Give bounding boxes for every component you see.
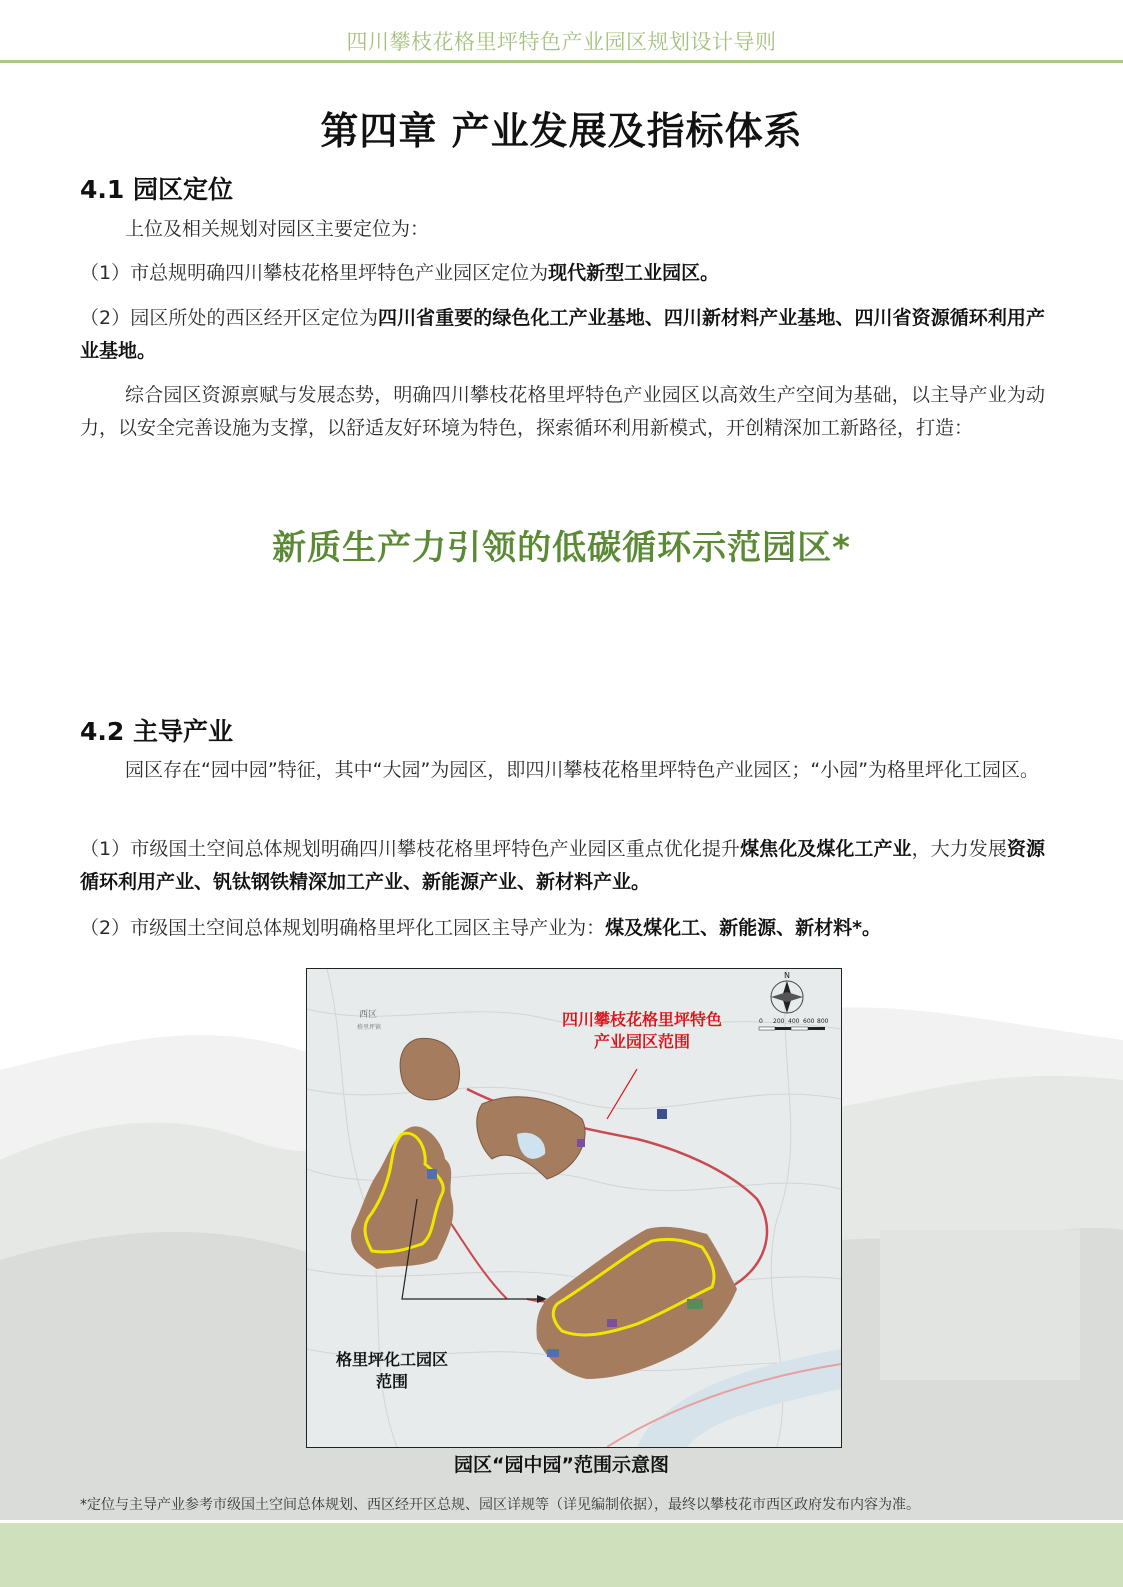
big-park-label: 四川攀枝花格里坪特色 产业园区范围 (561, 1010, 722, 1051)
scale-tick-600: 600 (803, 1018, 815, 1025)
section1-item2-text: （2）园区所处的西区经开区定位为 (80, 307, 379, 329)
section-heading-4-1: 4.1 园区定位 (80, 175, 233, 204)
scale-tick-0: 0 (759, 1018, 763, 1025)
section1-summary: 综合园区资源禀赋与发展态势，明确四川攀枝花格里坪特色产业园区以高效生产空间为基础，以主导产业为动力，以安全完善设施为支撑，以舒适友好环境为特色，探索循环利用新模式，开创精深加工新路径，打造： (80, 384, 1045, 439)
section1-intro: 上位及相关规划对园区主要定位为： (125, 218, 430, 240)
park-scope-map (306, 968, 842, 1448)
section2-intro: 园区存在“园中园”特征，其中“大园”为园区，即四川攀枝花格里坪特色产业园区；“小园”为格里坪化工园区。 (125, 759, 1040, 781)
section2-item1-bold2: 资源循环利用产业、钒钛钢铁精深加工产业、新能源产业、新材料产业。 (80, 838, 1045, 893)
section2-item1-text: （1）市级国土空间总体规划明确四川攀枝花格里坪特色产业园区重点优化提升 (80, 838, 741, 860)
section1-item2 (80, 302, 1045, 368)
section2-item2-text: （2）市级国土空间总体规划明确格里坪化工园区主导产业为： (80, 917, 606, 939)
section1-item1 (80, 257, 1045, 290)
small-park-label: 格里坪化工园区 范围 (335, 1350, 448, 1391)
section2-item1-mid: ，大力发展 (911, 838, 1007, 860)
section1-item1-text: （1）市总规明确四川攀枝花格里坪特色产业园区定位为 (80, 262, 549, 284)
map-caption: 园区“园中园”范围示意图 (454, 1454, 669, 1476)
district-sublabel: 格里坪镇 (357, 1024, 382, 1031)
scale-tick-400: 400 (788, 1018, 800, 1025)
district-label: 西区 (359, 1010, 378, 1020)
scale-tick-200: 200 (773, 1018, 785, 1025)
section2-item2-bold: 煤及煤化工、新能源、新材料*。 (605, 917, 882, 939)
section1-item1-bold: 现代新型工业园区。 (548, 262, 720, 284)
section1-item2-bold: 四川省重要的绿色化工产业基地、四川新材料产业基地、四川省资源循环利用产业基地。 (80, 307, 1045, 362)
section2-item1-bold1: 煤焦化及煤化工产业 (740, 838, 912, 860)
north-label: N (784, 971, 790, 980)
section2-item1 (80, 833, 1045, 899)
section-heading-4-2: 4.2 主导产业 (80, 717, 233, 746)
chapter-title: 第四章 产业发展及指标体系 (320, 109, 803, 153)
header-title: 四川攀枝花格里坪特色产业园区规划设计导则 (346, 30, 777, 54)
footnote: *定位与主导产业参考市级国土空间总体规划、西区经开区总规、园区详规等（详见编制依据），最终以攀枝花市西区政府发布内容为准。 (80, 1497, 920, 1513)
section2-item2 (80, 912, 1045, 945)
scale-tick-800: 800 (817, 1018, 829, 1025)
positioning-slogan: 新质生产力引领的低碳循环示范园区* (272, 528, 851, 568)
